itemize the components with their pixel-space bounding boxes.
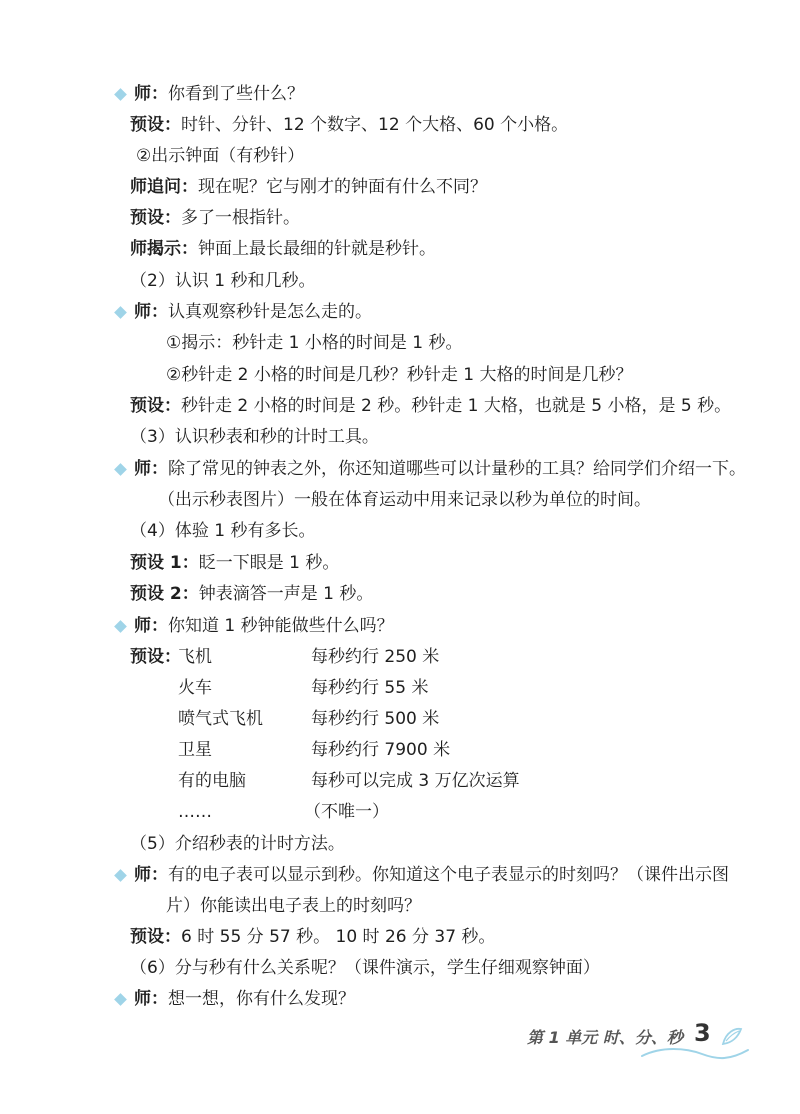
example-value: 每秒约行 250 米 — [311, 647, 440, 667]
bullet-diamond-icon — [114, 306, 127, 319]
speaker-label: 师追问： — [130, 177, 198, 197]
line-text: （5）介绍秒表的计时方法。 — [130, 834, 345, 854]
speaker-label: 师： — [134, 616, 168, 636]
example-item: 火车 — [178, 678, 212, 698]
line-text: 钟面上最长最细的针就是秒针。 — [198, 239, 436, 259]
line-6 — [130, 234, 436, 264]
line-17 — [130, 579, 373, 609]
example-value: （不唯一） — [304, 802, 389, 822]
example-item: 卫星 — [178, 740, 212, 760]
line-2 — [130, 110, 568, 140]
line-10 — [166, 360, 633, 390]
line-text: 你知道 1 秒钟能做些什么吗？ — [168, 616, 394, 636]
line-19 — [130, 829, 345, 859]
example-item: 飞机 — [178, 647, 212, 667]
line-text: 秒针走 2 小格的时间是 2 秒。秒针走 1 大格，也就是 5 小格，是 5 秒。 — [181, 396, 732, 416]
line-8 — [134, 297, 372, 327]
example-value: 每秒约行 500 米 — [311, 709, 440, 729]
line-21 — [166, 891, 421, 921]
speaker-label: 师： — [134, 865, 168, 885]
examples-speaker — [130, 642, 181, 672]
line-13 — [134, 454, 746, 484]
line-5 — [130, 203, 300, 233]
line-24 — [134, 984, 355, 1014]
line-15 — [130, 516, 315, 546]
bullet-diamond-icon — [114, 88, 127, 101]
line-text: 眨一下眼是 1 秒。 — [198, 553, 340, 573]
line-text: 现在呢？它与刚才的钟面有什么不同？ — [198, 177, 487, 197]
line-20 — [134, 860, 729, 890]
example-value: 每秒可以完成 3 万亿次运算 — [311, 771, 520, 791]
line-text: 片）你能读出电子表上的时刻吗？ — [166, 896, 421, 916]
speaker-label: 预设： — [130, 927, 181, 947]
line-text: 有的电子表可以显示到秒。你知道这个电子表显示的时刻吗？（课件出示图 — [168, 865, 729, 885]
bullet-diamond-icon — [114, 463, 127, 476]
speaker-label: 预设 2： — [130, 584, 199, 604]
line-14 — [158, 485, 651, 515]
line-3 — [136, 141, 304, 171]
example-value: 每秒约行 7900 米 — [311, 740, 451, 760]
unit-title: 第 1 单元 时、分、秒 — [527, 1028, 683, 1047]
speaker-label: 预设： — [130, 208, 181, 228]
example-item: 喷气式飞机 — [178, 709, 263, 729]
line-11 — [130, 391, 731, 421]
line-1 — [134, 79, 304, 109]
line-12 — [130, 422, 379, 452]
line-text: 除了常见的钟表之外，你还知道哪些可以计量秒的工具？给同学们介绍一下。 — [168, 459, 746, 479]
line-4 — [130, 172, 487, 202]
bullet-diamond-icon — [114, 620, 127, 633]
line-text: （3）认识秒表和秒的计时工具。 — [130, 427, 379, 447]
line-text: 认真观察秒针是怎么走的。 — [168, 302, 372, 322]
line-text: ①揭示：秒针走 1 小格的时间是 1 秒。 — [166, 333, 463, 353]
line-9 — [166, 328, 463, 358]
line-16 — [130, 548, 339, 578]
speaker-label: 预设： — [130, 115, 181, 135]
line-text: （2）认识 1 秒和几秒。 — [130, 271, 316, 291]
speaker-label: 预设： — [130, 647, 181, 667]
line-text: 想一想，你有什么发现？ — [168, 989, 355, 1009]
example-item: …… — [178, 802, 212, 822]
footer-leaf-icon — [720, 1026, 744, 1048]
line-text: ②出示钟面（有秒针） — [136, 146, 305, 166]
line-22 — [130, 922, 495, 952]
page-number: 3 — [694, 1019, 711, 1047]
line-text: 多了一根指针。 — [181, 208, 300, 228]
speaker-label: 师： — [134, 459, 168, 479]
speaker-label: 师： — [134, 84, 168, 104]
line-text: 你看到了些什么？ — [168, 84, 304, 104]
line-text: 6 时 55 分 57 秒。 10 时 26 分 37 秒。 — [181, 927, 496, 947]
example-value: 每秒约行 55 米 — [311, 678, 429, 698]
line-text: （6）分与秒有什么关系呢？（课件演示，学生仔细观察钟面） — [130, 958, 600, 978]
line-text: 时针、分针、12 个数字、12 个大格、60 个小格。 — [181, 115, 569, 135]
speaker-label: 师： — [134, 989, 168, 1009]
line-text: （4）体验 1 秒有多长。 — [130, 521, 316, 541]
line-text: （出示秒表图片）一般在体育运动中用来记录以秒为单位的时间。 — [158, 490, 651, 510]
speaker-label: 师： — [134, 302, 168, 322]
speaker-label: 预设： — [130, 396, 181, 416]
line-text: ②秒针走 2 小格的时间是几秒？秒针走 1 大格的时间是几秒？ — [166, 365, 633, 385]
line-18 — [134, 611, 394, 641]
line-text: 钟表滴答一声是 1 秒。 — [198, 584, 374, 604]
speaker-label: 预设 1： — [130, 553, 199, 573]
bullet-diamond-icon — [114, 993, 127, 1006]
line-7 — [130, 266, 315, 296]
bullet-diamond-icon — [114, 869, 127, 882]
line-23 — [130, 953, 600, 983]
example-item: 有的电脑 — [178, 771, 246, 791]
speaker-label: 师揭示： — [130, 239, 198, 259]
